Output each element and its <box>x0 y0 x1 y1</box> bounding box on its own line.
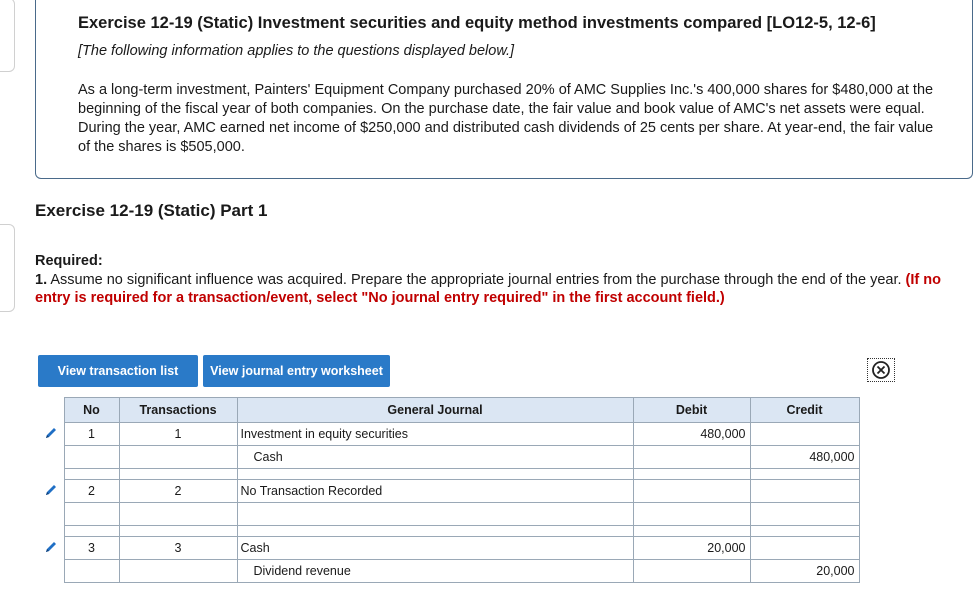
required-instruction: (If no entry is required for a transaction/event, select "No journal entry required" in the first account field.) <box>35 272 941 306</box>
blank-cell <box>237 469 633 480</box>
account-cell <box>237 503 633 526</box>
credit-cell: 20,000 <box>750 560 859 583</box>
debit-cell <box>633 503 750 526</box>
credit-cell <box>750 480 859 503</box>
view-transaction-list-button[interactable]: View transaction list <box>38 355 198 387</box>
edit-spacer <box>39 503 64 526</box>
side-tab <box>0 224 15 312</box>
edit-spacer <box>39 526 64 537</box>
table-row-spacer <box>39 469 859 480</box>
entry-transaction: 2 <box>119 480 237 503</box>
close-circle-icon[interactable] <box>867 358 895 382</box>
edit-spacer <box>39 469 64 480</box>
view-journal-entry-worksheet-button[interactable]: View journal entry worksheet <box>203 355 390 387</box>
table-header-row <box>39 398 859 423</box>
blank-cell <box>64 526 119 537</box>
debit-cell: 20,000 <box>633 537 750 560</box>
table-row <box>39 423 859 446</box>
table-row <box>39 537 859 560</box>
blank-cell <box>119 469 237 480</box>
entry-no: 3 <box>64 537 119 560</box>
blank-cell <box>750 526 859 537</box>
entry-transaction <box>119 503 237 526</box>
debit-cell <box>633 446 750 469</box>
edit-spacer <box>39 560 64 583</box>
blank-cell <box>237 526 633 537</box>
debit-cell <box>633 480 750 503</box>
debit-cell <box>633 560 750 583</box>
required-text <box>35 271 970 307</box>
account-cell: Cash <box>237 446 633 469</box>
blank-cell <box>750 469 859 480</box>
pencil-icon[interactable] <box>39 537 64 560</box>
credit-cell: 480,000 <box>750 446 859 469</box>
pencil-icon[interactable] <box>39 480 64 503</box>
entry-transaction <box>119 560 237 583</box>
credit-cell <box>750 537 859 560</box>
transactions-header: Transactions <box>119 398 237 423</box>
required-label: Required: <box>35 253 103 269</box>
debit-header: Debit <box>633 398 750 423</box>
blank-cell <box>64 469 119 480</box>
entry-no: 2 <box>64 480 119 503</box>
part-title: Exercise 12-19 (Static) Part 1 <box>35 201 268 220</box>
intro-subtitle: [The following information applies to the questions displayed below.] <box>78 43 515 59</box>
intro-body: As a long-term investment, Painters' Equipment Company purchased 20% of AMC Supplies Inc.'s 400,000 shares for $480,000 at the beginning of the fiscal year of both companies. On the purchase date, the fair value and book value of AMC's net assets were equal. During the year, AMC earned net income of $250,000 and distributed cash dividends of 25 cents per share. At year-end, the fair value of the shares is $505,000. <box>78 82 934 155</box>
entry-transaction: 3 <box>119 537 237 560</box>
account-cell: Investment in equity securities <box>237 423 633 446</box>
pencil-icon[interactable] <box>39 423 64 446</box>
general-journal-header: General Journal <box>237 398 633 423</box>
credit-cell <box>750 423 859 446</box>
account-cell: Dividend revenue <box>237 560 633 583</box>
table-row <box>39 480 859 503</box>
required-number: 1. <box>35 272 48 288</box>
entry-no <box>64 560 119 583</box>
credit-cell <box>750 503 859 526</box>
table-row <box>39 446 859 469</box>
entry-no <box>64 446 119 469</box>
required-question: Assume no significant influence was acquired. Prepare the appropriate journal entries from the purchase through the end of the year. <box>50 272 902 288</box>
entry-no <box>64 503 119 526</box>
side-tab <box>0 0 15 72</box>
table-row-spacer <box>39 526 859 537</box>
table-row <box>39 560 859 583</box>
credit-header: Credit <box>750 398 859 423</box>
no-header: No <box>64 398 119 423</box>
exercise-title: Exercise 12-19 (Static) Investment securities and equity method investments compared [LO12-5, 12-6] <box>78 14 876 32</box>
blank-cell <box>633 526 750 537</box>
edit-spacer <box>39 446 64 469</box>
account-cell: No Transaction Recorded <box>237 480 633 503</box>
journal-table <box>39 397 860 583</box>
debit-cell: 480,000 <box>633 423 750 446</box>
blank-cell <box>633 469 750 480</box>
blank-cell <box>119 526 237 537</box>
entry-transaction <box>119 446 237 469</box>
entry-transaction: 1 <box>119 423 237 446</box>
edit-column-header <box>39 398 64 423</box>
table-row <box>39 503 859 526</box>
entry-no: 1 <box>64 423 119 446</box>
account-cell: Cash <box>237 537 633 560</box>
